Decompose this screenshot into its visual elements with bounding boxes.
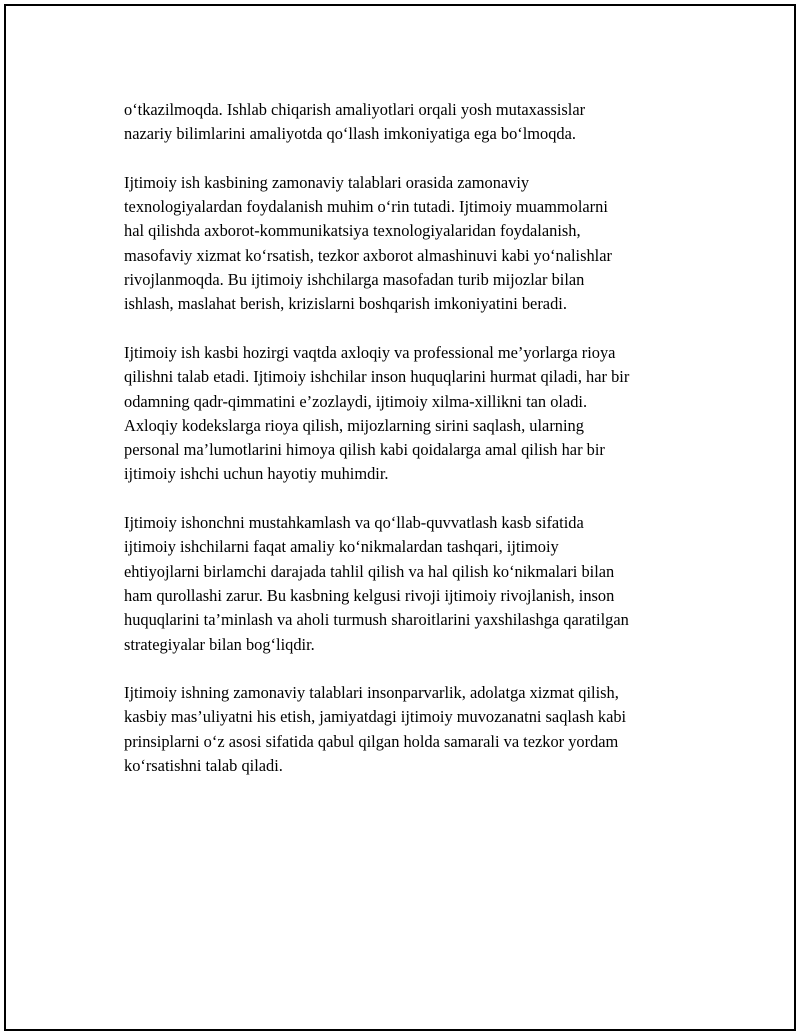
- text-line: strategiyalar bilan bog‘liqdir.: [124, 634, 315, 654]
- text-line: ko‘rsatishni talab qiladi.: [124, 756, 283, 776]
- text-line: Ijtimoiy ish kasbi hozirgi vaqtda axloqiy va professional me’yorlarga rioya: [124, 342, 616, 362]
- text-line: Ijtimoiy ishonchni mustahkamlash va qo‘llab-quvvatlash kasb sifatida: [124, 513, 584, 533]
- text-line: hal qilishda axborot-kommunikatsiya texnologiyalaridan foydalanish,: [124, 221, 581, 241]
- text-line: ijtimoiy ishchilarni faqat amaliy ko‘nikmalardan tashqari, ijtimoiy: [124, 537, 559, 557]
- paragraph-4: [124, 511, 704, 657]
- text-line: huquqlarini ta’minlash va aholi turmush sharoitlarini yaxshilashga qaratilgan: [124, 610, 629, 630]
- text-line: Ijtimoiy ish kasbining zamonaviy talablari orasida zamonaviy: [124, 172, 530, 192]
- text-line: ijtimoiy ishchi uchun hayotiy muhimdir.: [124, 464, 389, 484]
- text-line: prinsiplarni o‘z asosi sifatida qabul qilgan holda samarali va tezkor yordam: [124, 731, 619, 751]
- document-page: [4, 4, 796, 1031]
- text-line: Axloqiy kodekslarga rioya qilish, mijozlarning sirini saqlash, ularning: [124, 415, 584, 435]
- text-line: ham qurollashi zarur. Bu kasbning kelgusi rivoji ijtimoiy rivojlanish, inson: [124, 585, 615, 605]
- text-line: personal ma’lumotlarini himoya qilish kabi qoidalarga amal qilish har bir: [124, 440, 605, 460]
- text-line: o‘tkazilmoqda. Ishlab chiqarish amaliyotlari orqali yosh mutaxassislar: [124, 100, 586, 119]
- text-line: masofaviy xizmat ko‘rsatish, tezkor axborot almashinuvi kabi yo‘nalishlar: [124, 245, 612, 265]
- text-line: texnologiyalardan foydalanish muhim o‘rin tutadi. Ijtimoiy muammolarni: [124, 197, 608, 217]
- paragraph-1: [124, 98, 704, 147]
- text-line: qilishni talab etadi. Ijtimoiy ishchilar inson huquqlarini hurmat qiladi, har bir: [124, 367, 630, 387]
- text-line: ehtiyojlarni birlamchi darajada tahlil qilish va hal qilish ko‘nikmalari bilan: [124, 561, 615, 581]
- text-line: odamning qadr-qimmatini e’zozlaydi, ijtimoiy xilma-xillikni tan oladi.: [124, 391, 588, 411]
- text-line: kasbiy mas’uliyatni his etish, jamiyatdagi ijtimoiy muvozanatni saqlash kabi: [124, 707, 627, 727]
- text-line: Ijtimoiy ishning zamonaviy talablari insonparvarlik, adolatga xizmat qilish,: [124, 683, 619, 703]
- text-line: ishlash, maslahat berish, krizislarni boshqarish imkoniyatini beradi.: [124, 294, 567, 314]
- paragraph-2: [124, 171, 704, 317]
- document-body: [124, 98, 704, 803]
- paragraph-3: [124, 341, 704, 487]
- text-line: nazariy bilimlarini amaliyotda qo‘llash imkoniyatiga ega bo‘lmoqda.: [124, 124, 576, 144]
- paragraph-5: [124, 681, 704, 778]
- text-line: rivojlanmoqda. Bu ijtimoiy ishchilarga masofadan turib mijozlar bilan: [124, 270, 585, 290]
